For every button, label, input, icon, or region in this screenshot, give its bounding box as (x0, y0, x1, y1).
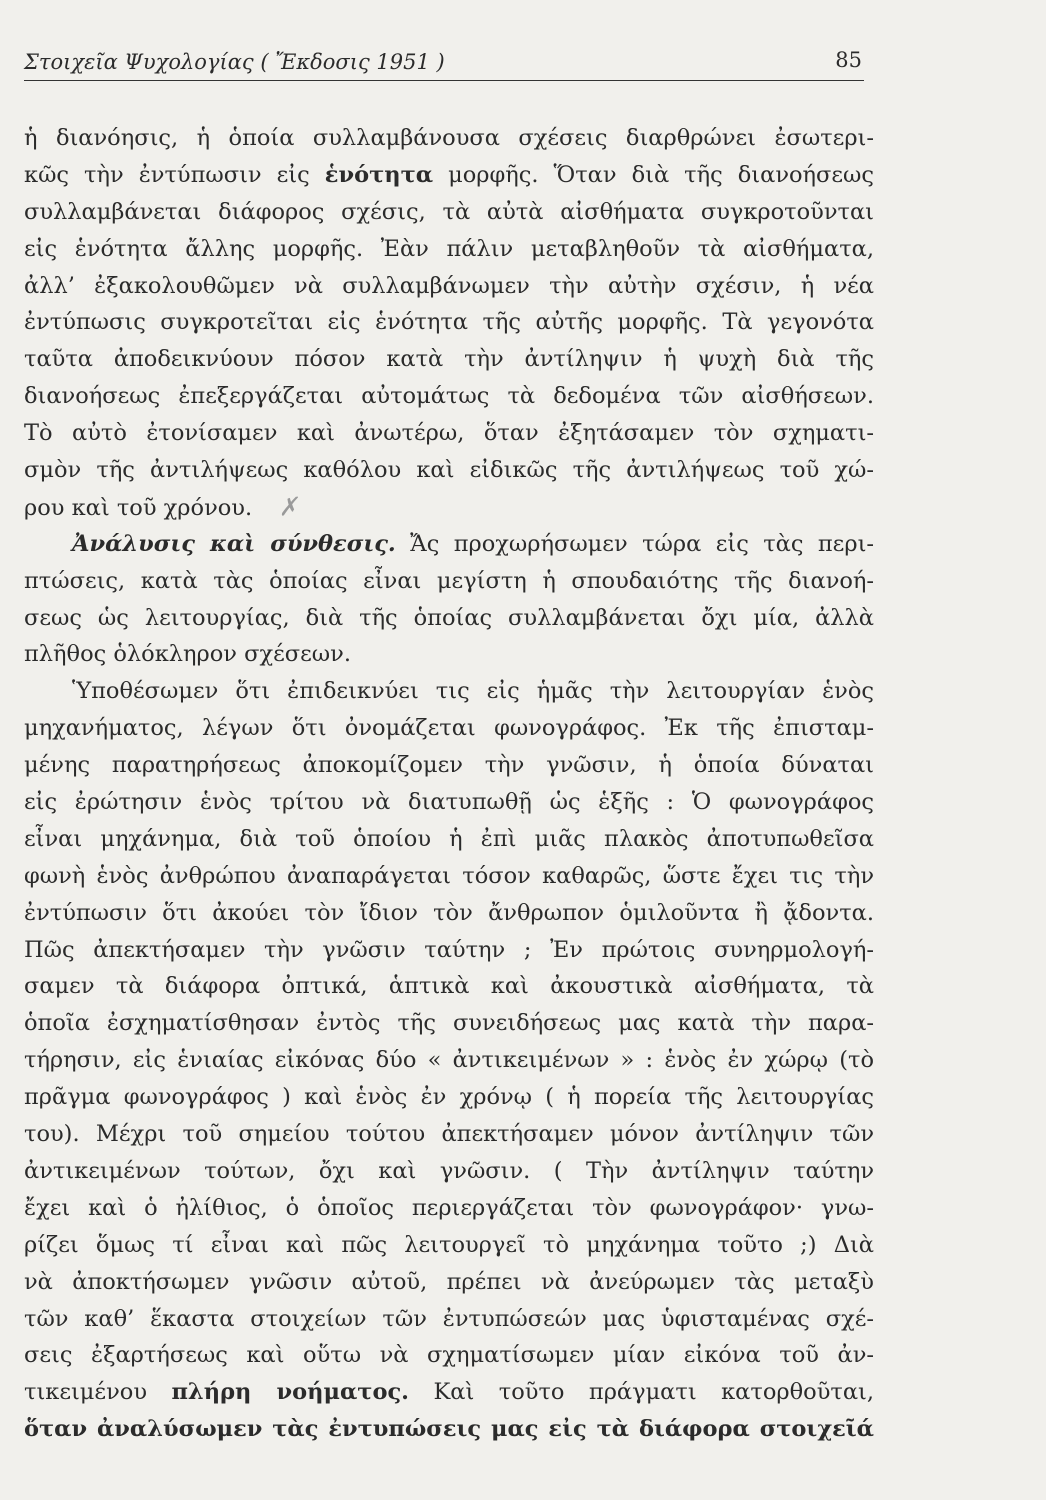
text-line: πλῆθος ὁλόκληρον σχέσεων. (24, 641, 351, 668)
text-line: Ὑποθέσωμεν ὅτι ἐπιδεικνύει τις εἰς ἡμᾶς τὴν λειτουργίαν ἑνὸς (72, 678, 874, 705)
text-line-bold: ὅταν ἀναλύσωμεν τὰς ἐντυπώσεις μας εἰς τὰ διάφορα στοιχεῖά (24, 1416, 874, 1443)
page-header (24, 46, 864, 81)
running-title: Στοιχεῖα Ψυχολογίας ( Ἔκδοσις 1951 ) (24, 50, 445, 74)
text-line: ἐντύπωσιν ὅτι ἀκούει τὸν ἴδιον τὸν ἄνθρωπον ὁμιλοῦντα ἢ ᾄδοντα. (24, 899, 874, 926)
text-line: σμὸν τῆς ἀντιλήψεως καθόλου καὶ εἰδικῶς τῆς ἀντιλήψεως τοῦ χώ- (24, 457, 874, 484)
text-line: μηχανήματος, λέγων ὅτι ὀνομάζεται φωνογράφος. Ἐκ τῆς ἐπισταμ- (24, 715, 874, 742)
text-line: εἶναι μηχάνημα, διὰ τοῦ ὁποίου ἡ ἐπὶ μιᾶς πλακὸς ἀποτυπωθεῖσα (24, 825, 874, 852)
emphasis: ἑνότητα (324, 161, 434, 188)
text-line: πτώσεις, κατὰ τὰς ὁποίας εἶναι μεγίστη ἡ σπουδαιότης τῆς διανοή- (24, 567, 874, 594)
text-line: νὰ ἀποκτήσωμεν γνῶσιν αὐτοῦ, πρέπει νὰ ἀνεύρωμεν τὰς μεταξὺ (24, 1268, 874, 1295)
text-line: σαμεν τὰ διάφορα ὀπτικά, ἁπτικὰ καὶ ἀκουστικὰ αἰσθήματα, τὰ (24, 973, 874, 1000)
text-line: συλλαμβάνεται διάφορος σχέσις, τὰ αὐτὰ αἰσθήματα συγκροτοῦνται (24, 198, 874, 225)
text-line: κῶς τὴν ἐντύπωσιν εἰς ἑνότητα μορφῆς. Ὅταν διὰ τῆς διανοήσεως (24, 161, 874, 188)
text-line: ρίζει ὅμως τί εἶναι καὶ πῶς λειτουργεῖ τὸ μηχάνημα τοῦτο ;) Διὰ (24, 1231, 874, 1258)
text-line: τῶν καθ’ ἕκαστα στοιχείων τῶν ἐντυπώσεών μας ὑφισταμένας σχέ- (24, 1305, 874, 1332)
text-line: φωνὴ ἑνὸς ἀνθρώπου ἀναπαράγεται τόσον καθαρῶς, ὥστε ἔχει τις τὴν (24, 862, 874, 889)
text-line: εἰς ἑνότητα ἄλλης μορφῆς. Ἐὰν πάλιν μεταβληθοῦν τὰ αἰσθήματα, (24, 235, 874, 262)
text-line: πρᾶγμα φωνογράφος ) καὶ ἑνὸς ἐν χρόνῳ ( ἡ πορεία τῆς λειτουργίας (24, 1084, 874, 1111)
text-line: ρου καὶ τοῦ χρόνου. ✗ (24, 489, 874, 526)
text-line: διανοήσεως ἐπεξεργάζεται αὐτομάτως τὰ δεδομένα τῶν αἰσθήσεων. (24, 383, 874, 410)
emphasis: πλήρη νοήματος. (171, 1379, 409, 1406)
text-line: εἰς ἐρώτησιν ἑνὸς τρίτου νὰ διατυπωθῇ ὡς ἑξῆς : Ὁ φωνογράφος (24, 789, 874, 816)
text-line: ὁποῖα ἐσχηματίσθησαν ἐντὸς τῆς συνειδήσεως μας κατὰ τὴν παρα- (24, 1010, 874, 1037)
text-line: Ἀνάλυσις καὶ σύνθεσις. Ἄς προχωρήσωμεν τώρα εἰς τὰς περι- (72, 530, 874, 557)
text-line: τήρησιν, εἰς ἑνιαίας εἰκόνας δύο « ἀντικειμένων » : ἑνὸς ἐν χώρῳ (τὸ (24, 1047, 874, 1074)
text-line: ἀντικειμένων τούτων, ὄχι καὶ γνῶσιν. ( Τὴν ἀντίληψιν ταύτην (24, 1157, 874, 1184)
text-line: σεις ἐξαρτήσεως καὶ οὕτω νὰ σχηματίσωμεν μίαν εἰκόνα τοῦ ἀν- (24, 1342, 874, 1369)
section-heading: Ἀνάλυσις καὶ σύνθεσις. (72, 530, 396, 557)
text-line: Πῶς ἀπεκτήσαμεν τὴν γνῶσιν ταύτην ; Ἐν πρώτοις συνηρμολογή- (24, 936, 874, 963)
text-line: Τὸ αὐτὸ ἐτονίσαμεν καὶ ἀνωτέρω, ὅταν ἐξητάσαμεν τὸν σχηματι- (24, 420, 874, 447)
text-line: τικειμένου πλήρη νοήματος. Καὶ τοῦτο πράγματι κατορθοῦται, (24, 1379, 874, 1406)
text-line: ἐντύπωσις συγκροτεῖται εἰς ἑνότητα τῆς αὐτῆς μορφῆς. Τὰ γεγονότα (24, 309, 874, 336)
body-text (24, 120, 874, 1448)
page-number: 85 (835, 48, 862, 72)
text-line: ἡ διανόησις, ἡ ὁποία συλλαμβάνουσα σχέσεις διαρθρώνει ἐσωτερι- (24, 125, 874, 151)
handwritten-mark: ✗ (276, 491, 300, 522)
text-line: σεως ὡς λειτουργίας, διὰ τῆς ὁποίας συλλαμβάνεται ὄχι μία, ἀλλὰ (24, 604, 874, 631)
text-line: του). Μέχρι τοῦ σημείου τούτου ἀπεκτήσαμεν μόνον ἀντίληψιν τῶν (24, 1121, 874, 1148)
text-line: ἀλλ’ ἐξακολουθῶμεν νὰ συλλαμβάνωμεν τὴν αὐτὴν σχέσιν, ἡ νέα (24, 272, 874, 299)
text-line: μένης παρατηρήσεως ἀποκομίζομεν τὴν γνῶσιν, ἡ ὁποία δύναται (24, 752, 874, 779)
text-line: ταῦτα ἀποδεικνύουν πόσον κατὰ τὴν ἀντίληψιν ἡ ψυχὴ διὰ τῆς (24, 346, 874, 373)
text-line: ἔχει καὶ ὁ ἠλίθιος, ὁ ὁποῖος περιεργάζεται τὸν φωνογράφον· γνω- (24, 1194, 874, 1221)
